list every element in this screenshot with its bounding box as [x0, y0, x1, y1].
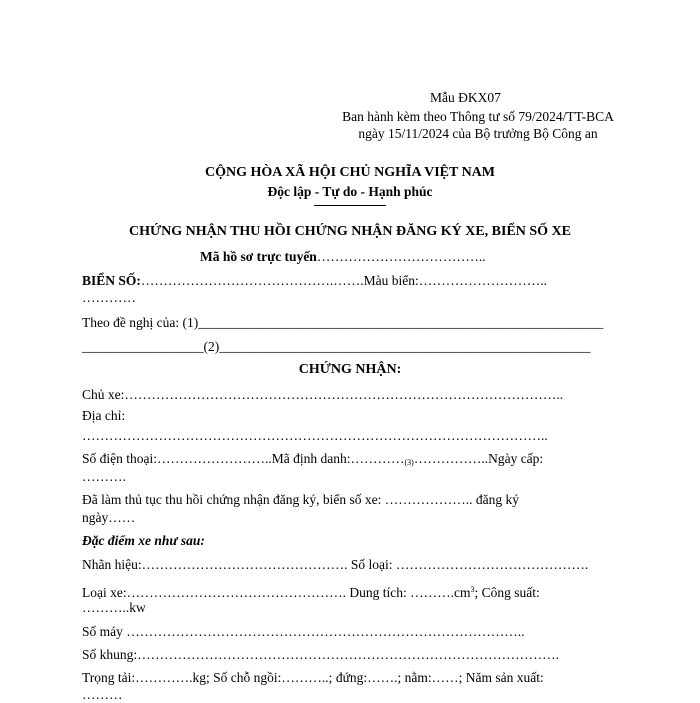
owner-line — [82, 387, 563, 403]
procedure-line — [82, 492, 519, 508]
request-label: Theo đề nghị của: (1) — [82, 315, 199, 330]
year-label: Năm sản xuất: — [465, 670, 544, 685]
standing-label: đứng: — [335, 670, 368, 685]
country-name: CỘNG HÒA XÃ HỘI CHỦ NGHĨA VIỆT NAM — [204, 165, 495, 180]
issue-date-label: Ngày cấp: — [488, 451, 544, 466]
phone-line — [82, 451, 543, 471]
phone-field[interactable]: …………………….. — [157, 451, 272, 466]
standing-field[interactable]: …….; — [367, 670, 402, 685]
plate-line — [82, 273, 547, 289]
motto-underline — [314, 205, 386, 206]
plate-label: BIỂN SỐ: — [82, 273, 141, 288]
national-motto: Độc lập - Tự do - Hạnh phúc — [267, 184, 433, 199]
capacity-label: Dung tích: — [349, 585, 407, 600]
online-code-line — [200, 249, 486, 265]
plate-color-label: Màu biển: — [363, 273, 419, 288]
model-label: Số loại: — [350, 557, 393, 572]
form-code: Mẫu ĐKX07 — [430, 90, 501, 105]
engine-field[interactable]: …………………………………………………………………………….. — [126, 624, 525, 639]
features-heading: Đặc điểm xe như sau: — [82, 533, 205, 548]
engine-label: Số máy — [82, 624, 123, 639]
online-code-label: Mã hồ sơ trực tuyến — [200, 249, 317, 264]
requester-field-2-after[interactable]: _______________________________________________________ — [219, 339, 591, 354]
year-field[interactable]: ……… — [82, 687, 123, 702]
power-label: ; Công suất: — [474, 585, 540, 600]
footnote-marker-3: (3) — [404, 458, 414, 467]
lying-field[interactable]: ……; — [431, 670, 463, 685]
plate-line-continuation[interactable]: ………… — [82, 290, 136, 305]
model-field[interactable]: ……………………………………. — [395, 557, 589, 572]
online-code-field[interactable]: ……………………………….. — [316, 249, 486, 264]
chassis-line — [82, 647, 559, 663]
capacity-field[interactable]: ……….cm — [410, 585, 471, 600]
chassis-label: Số khung: — [82, 647, 138, 662]
issued-by-note: Ban hành kèm theo Thông tư số 79/2024/TT-BCA ngày 15/11/2024 của Bộ trưởng Bộ Công an — [342, 109, 614, 141]
id-field-before[interactable]: ………… — [350, 451, 405, 466]
brand-line — [82, 557, 588, 573]
address-label: Địa chỉ: — [82, 408, 126, 423]
plate-color-field[interactable]: ……………………….. — [418, 273, 548, 288]
procedure-text: Đã làm thủ tục thu hồi chứng nhận đăng ký, biển số xe: — [82, 492, 382, 507]
lying-label: nằm: — [404, 670, 432, 685]
vehicle-type-label: Loại xe: — [82, 585, 127, 600]
requester-field-2-before[interactable]: __________________ — [82, 339, 204, 354]
request-marker-2: (2) — [203, 339, 220, 354]
request-line — [82, 315, 603, 331]
owner-label: Chủ xe: — [82, 387, 125, 402]
id-label: Mã định danh: — [271, 451, 351, 466]
procedure-tail: đăng ký — [475, 492, 520, 507]
issue-date-field[interactable]: ………. — [82, 469, 126, 484]
type-line — [82, 582, 540, 601]
request-line-2 — [82, 339, 591, 355]
seats-field[interactable]: ………..; — [281, 670, 333, 685]
power-field[interactable]: ………..kw — [82, 600, 146, 615]
owner-field[interactable]: …………………………………………………………………………………….. — [124, 387, 564, 402]
document-title: CHỨNG NHẬN THU HỒI CHỨNG NHẬN ĐĂNG KÝ XE, BIỂN SỐ XE — [128, 224, 572, 239]
load-line — [82, 670, 544, 686]
address-field[interactable]: ………………………………………………………………………………………….. — [82, 428, 548, 443]
capacity-unit-exponent: 3 — [470, 585, 475, 594]
brand-label: Nhãn hiệu: — [82, 557, 142, 572]
seats-label: Số chỗ ngồi: — [213, 670, 282, 685]
engine-line — [82, 624, 525, 640]
brand-field[interactable]: ………………………………………. — [141, 557, 348, 572]
phone-label: Số điện thoại: — [82, 451, 157, 466]
plate-field[interactable]: …………………………………….……. — [140, 273, 364, 288]
procedure-field[interactable]: ……………….. — [384, 492, 473, 507]
vehicle-type-field[interactable]: …………………………………………. — [126, 585, 346, 600]
id-field-after[interactable]: …………….. — [413, 451, 489, 466]
requester-field-1[interactable]: ____________________________________________________________ — [198, 315, 604, 330]
certify-heading: CHỨNG NHẬN: — [298, 362, 402, 377]
load-label: Trọng tải: — [82, 670, 136, 685]
chassis-field[interactable]: …………………………………………………………………………………. — [137, 647, 560, 662]
load-field[interactable]: ………….kg; — [135, 670, 210, 685]
procedure-date-field[interactable]: ngày…… — [82, 510, 136, 525]
